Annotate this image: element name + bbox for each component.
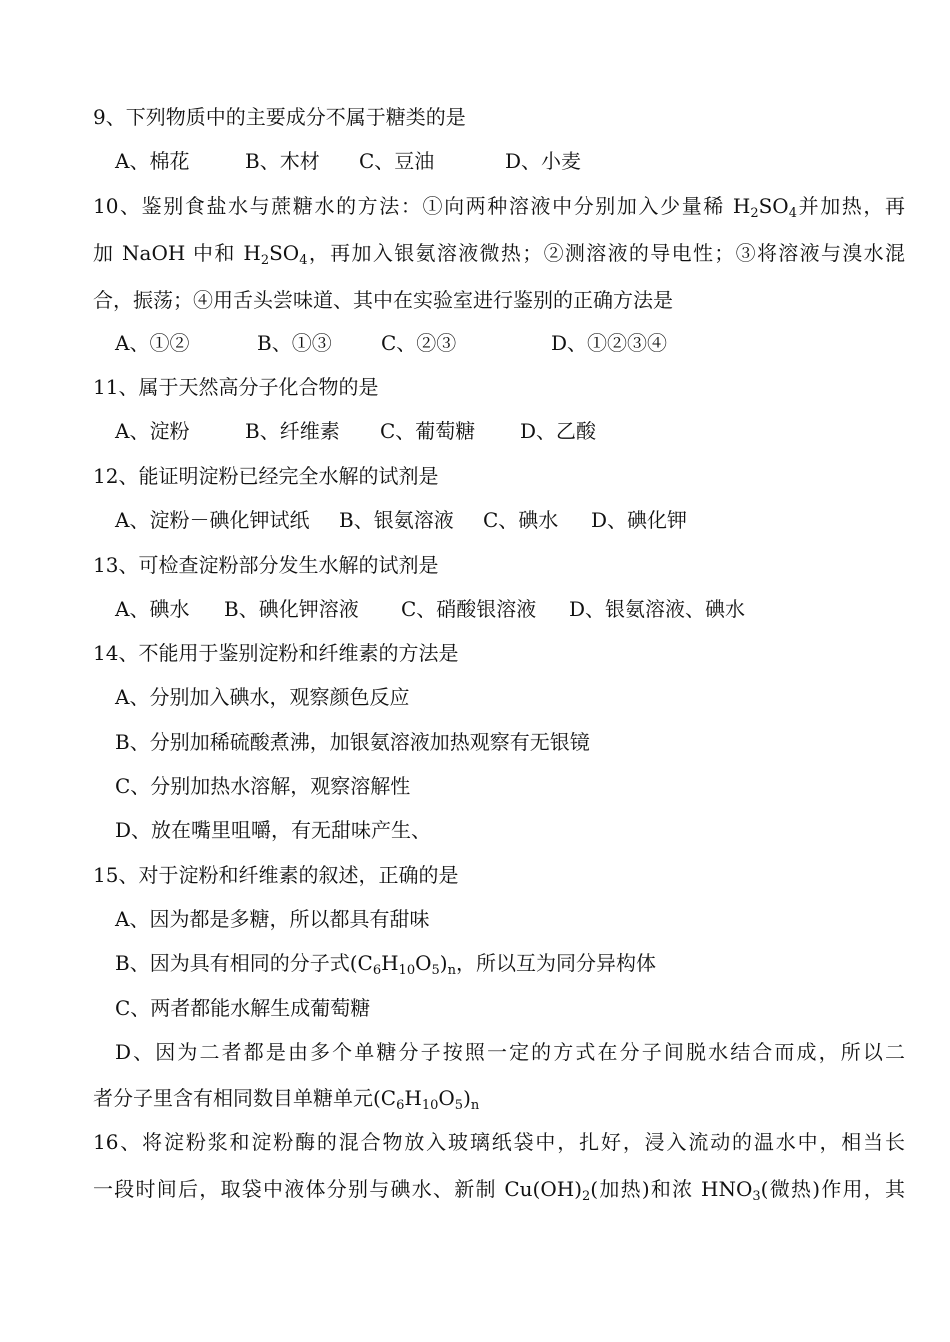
question-15-option-b: B、因为具有相同的分子式$(C_6H_{10}O_5)_n$，所以互为同分异构体: [115, 951, 656, 978]
option-a: A、棉花: [115, 149, 190, 173]
question-13-stem: 13、可检查淀粉部分发生水解的试剂是: [93, 553, 439, 577]
question-11-options: [93, 418, 905, 444]
option-c: C、葡萄糖: [380, 419, 476, 443]
question-15-option-d-line-2: 者分子里含有相同数目单糖单元$(C_6H_{10}O_5)_n$: [93, 1086, 480, 1113]
question-9-options: [93, 148, 905, 174]
option-b: B、纤维素: [245, 419, 340, 443]
question-15-option-c: C、两者都能水解生成葡萄糖: [115, 996, 371, 1020]
question-15-option-d-line-1: D、因为二者都是由多个单糖分子按照一定的方式在分子间脱水结合而成，所以二: [115, 1040, 905, 1064]
option-a: A、淀粉－碘化钾试纸: [115, 508, 310, 532]
option-d: D、碘化钾: [591, 508, 688, 532]
option-a: A、①②: [115, 331, 190, 355]
option-d: D、乙酸: [520, 419, 597, 443]
question-10-options: [93, 330, 905, 356]
question-14-option-d: D、放在嘴里咀嚼，有无甜味产生、: [115, 818, 432, 842]
option-c: C、②③: [381, 331, 457, 355]
option-b: B、银氨溶液: [339, 508, 454, 532]
option-b: B、木材: [245, 149, 320, 173]
question-12-options: [93, 507, 905, 533]
option-b: B、碘化钾溶液: [224, 597, 359, 621]
question-11-stem: 11、属于天然高分子化合物的是: [93, 375, 379, 399]
question-10-stem-line-3: 合，振荡；④用舌头尝味道、其中在实验室进行鉴别的正确方法是: [93, 288, 673, 312]
question-14-option-b: B、分别加稀硫酸煮沸，加银氨溶液加热观察有无银镜: [115, 730, 590, 754]
option-b: B、①③: [257, 331, 332, 355]
option-c: C、硝酸银溶液: [401, 597, 537, 621]
question-15-stem: 15、对于淀粉和纤维素的叙述，正确的是: [93, 863, 459, 887]
option-c: C、豆油: [359, 149, 435, 173]
question-12-stem: 12、能证明淀粉已经完全水解的试剂是: [93, 464, 439, 488]
question-14-option-a: A、分别加入碘水，观察颜色反应: [115, 685, 410, 709]
question-10-stem-line-1: 10、鉴别食盐水与蔗糖水的方法：①向两种溶液中分别加入少量稀 $H_2SO_4$并加热，再: [93, 194, 906, 221]
question-9-stem: 9、下列物质中的主要成分不属于糖类的是: [93, 105, 466, 129]
option-c: C、碘水: [483, 508, 559, 532]
option-a: A、淀粉: [115, 419, 190, 443]
option-d: D、小麦: [505, 149, 582, 173]
question-15-option-a: A、因为都是多糖，所以都具有甜味: [115, 907, 430, 931]
question-16-stem-line-2: 一段时间后，取袋中液体分别与碘水、新制 $Cu(OH)_2$(加热)和浓 $HNO_3$(微热)作用，其: [93, 1177, 906, 1204]
question-14-option-c: C、分别加热水溶解，观察溶解性: [115, 774, 411, 798]
question-10-stem-line-2: 加 NaOH 中和 $H_2SO_4$，再加入银氨溶液微热；②测溶液的导电性；③将溶液与溴水混: [93, 241, 906, 268]
question-14-stem: 14、不能用于鉴别淀粉和纤维素的方法是: [93, 641, 459, 665]
question-13-options: [93, 596, 905, 622]
option-a: A、碘水: [115, 597, 190, 621]
option-d: D、①②③④: [551, 331, 668, 355]
question-16-stem-line-1: 16、将淀粉浆和淀粉酶的混合物放入玻璃纸袋中，扎好，浸入流动的温水中，相当长: [93, 1130, 905, 1154]
option-d: D、银氨溶液、碘水: [569, 597, 746, 621]
